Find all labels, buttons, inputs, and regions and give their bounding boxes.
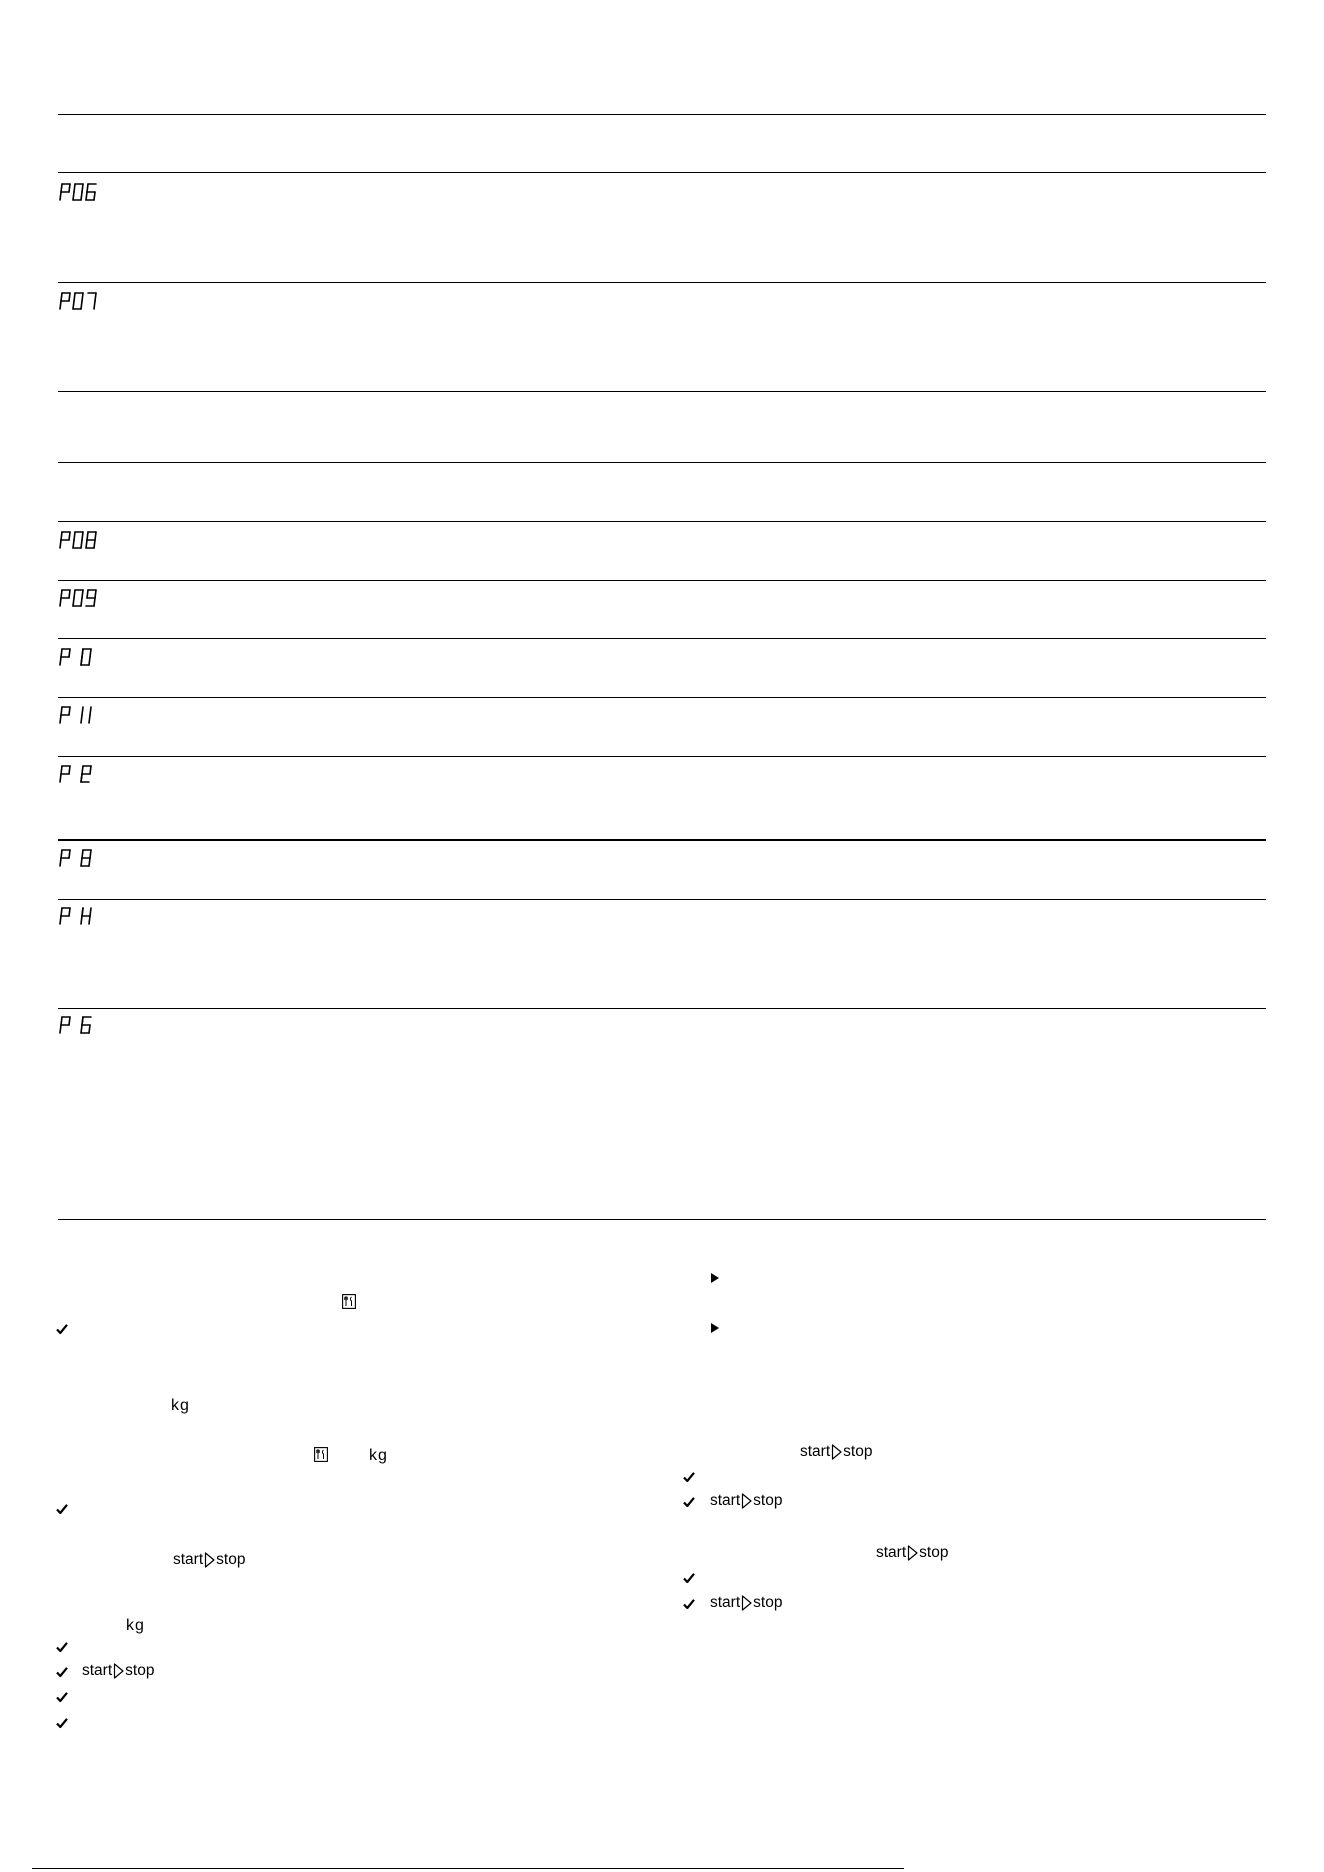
- program-code-svg: [59, 764, 103, 786]
- segment: [82, 707, 83, 715]
- segment: [61, 766, 62, 774]
- segment: [82, 850, 83, 858]
- segment: [89, 715, 90, 723]
- table-rule: [58, 580, 1266, 581]
- segment: [61, 590, 62, 598]
- segment: [61, 1017, 62, 1025]
- check-icon-svg: [56, 1691, 68, 1703]
- table-rule: [58, 1219, 1266, 1220]
- segment: [94, 192, 95, 200]
- segment: [82, 293, 83, 301]
- segment: [82, 590, 83, 598]
- segment: [60, 916, 61, 924]
- check-icon: [56, 1641, 68, 1653]
- program-code-svg: [59, 182, 103, 204]
- segment: [73, 192, 74, 200]
- start-stop-triangle-icon: [741, 1595, 752, 1611]
- start-stop-triangle-icon: [741, 1493, 752, 1509]
- segment: [81, 598, 82, 606]
- check-icon-svg: [56, 1666, 68, 1678]
- table-rule: [58, 638, 1266, 639]
- footer-rule: [32, 1868, 888, 1869]
- table-rule: [58, 839, 1266, 841]
- segment: [69, 293, 70, 301]
- program-code: [59, 182, 99, 204]
- check-icon: [56, 1323, 68, 1335]
- start-stop-triangle-svg: [741, 1595, 752, 1611]
- segment: [87, 532, 88, 540]
- segment: [86, 192, 87, 200]
- table-rule: [58, 521, 1266, 522]
- start-stop-label: start stop: [876, 1544, 949, 1561]
- program-code-svg: [59, 848, 103, 870]
- segment: [74, 184, 75, 192]
- start-stop-triangle-icon: [113, 1663, 124, 1679]
- segment: [73, 598, 74, 606]
- program-code: [59, 530, 99, 552]
- program-code: [59, 764, 99, 786]
- play-arrow-icon: [711, 1320, 719, 1330]
- segment: [82, 532, 83, 540]
- segment: [87, 590, 88, 598]
- table-rule: [58, 697, 1266, 698]
- segment: [81, 301, 82, 309]
- play-arrow-icon-svg: [711, 1323, 719, 1333]
- segment: [61, 707, 62, 715]
- accessories-icon-svg: [342, 1294, 356, 1309]
- segment: [94, 598, 95, 606]
- check-icon-svg: [56, 1641, 68, 1653]
- program-code: [59, 705, 99, 727]
- play-arrow-icon-svg: [711, 1273, 719, 1283]
- segment: [73, 301, 74, 309]
- check-icon: [56, 1503, 68, 1515]
- start-stop-triangle-svg: [113, 1663, 124, 1679]
- accessories-icon-svg: [314, 1447, 328, 1462]
- segment: [81, 192, 82, 200]
- segment: [89, 858, 90, 866]
- check-icon: [683, 1471, 695, 1483]
- segment: [81, 916, 82, 924]
- accessories-icon: [342, 1294, 356, 1309]
- check-icon: [56, 1691, 68, 1703]
- segment: [69, 766, 70, 774]
- program-code: [59, 848, 99, 870]
- segment: [90, 908, 91, 916]
- segment: [81, 715, 82, 723]
- segment: [60, 858, 61, 866]
- table-rule: [58, 172, 1266, 173]
- segment: [61, 293, 62, 301]
- start-stop-triangle-svg: [741, 1493, 752, 1509]
- segment: [81, 858, 82, 866]
- segment: [74, 293, 75, 301]
- segment: [94, 301, 95, 309]
- check-icon-svg: [683, 1572, 695, 1584]
- segment: [82, 908, 83, 916]
- segment: [90, 707, 91, 715]
- segment: [60, 598, 61, 606]
- program-code: [59, 906, 99, 928]
- segment: [90, 649, 91, 657]
- check-icon-svg: [683, 1598, 695, 1610]
- segment: [82, 1017, 83, 1025]
- program-code-svg: [59, 588, 103, 610]
- segment: [82, 184, 83, 192]
- start-stop-label: start stop: [710, 1594, 783, 1611]
- segment: [95, 532, 96, 540]
- check-icon-svg: [683, 1471, 695, 1483]
- segment: [89, 916, 90, 924]
- check-icon: [56, 1717, 68, 1729]
- program-code-svg: [59, 530, 103, 552]
- segment: [61, 184, 62, 192]
- program-code-svg: [59, 906, 103, 928]
- weight-unit: kg: [369, 1447, 388, 1464]
- program-code-svg: [59, 647, 103, 669]
- table-rule: [58, 114, 1266, 115]
- segment: [69, 850, 70, 858]
- segment: [81, 774, 82, 782]
- table-rule: [58, 282, 1266, 283]
- segment: [81, 540, 82, 548]
- segment: [74, 590, 75, 598]
- segment: [81, 657, 82, 665]
- segment: [73, 540, 74, 548]
- start-stop-triangle-svg: [831, 1444, 842, 1460]
- program-code-svg: [59, 1015, 103, 1037]
- segment: [89, 657, 90, 665]
- check-icon-svg: [56, 1717, 68, 1729]
- footer-rule: [888, 1868, 904, 1869]
- program-code: [59, 647, 99, 669]
- segment: [87, 184, 88, 192]
- segment: [60, 301, 61, 309]
- segment: [90, 766, 91, 774]
- segment: [94, 540, 95, 548]
- check-icon: [683, 1496, 695, 1508]
- start-stop-triangle-icon: [831, 1444, 842, 1460]
- segment: [69, 184, 70, 192]
- segment: [69, 908, 70, 916]
- segment: [60, 192, 61, 200]
- check-icon-svg: [56, 1323, 68, 1335]
- segment: [60, 657, 61, 665]
- table-rule: [58, 462, 1266, 463]
- segment: [69, 707, 70, 715]
- check-icon: [683, 1572, 695, 1584]
- check-icon-svg: [683, 1496, 695, 1508]
- table-rule: [58, 391, 1266, 392]
- start-stop-triangle-icon: [204, 1552, 215, 1568]
- segment: [60, 1025, 61, 1033]
- table-rule: [58, 1008, 1266, 1009]
- program-code: [59, 588, 99, 610]
- check-icon: [683, 1598, 695, 1610]
- program-code-svg: [59, 291, 103, 313]
- program-code-svg: [59, 705, 103, 727]
- segment: [60, 540, 61, 548]
- start-stop-label: start stop: [82, 1662, 155, 1679]
- segment: [69, 590, 70, 598]
- start-stop-triangle-icon: [907, 1545, 918, 1561]
- segment: [61, 649, 62, 657]
- start-stop-triangle-svg: [907, 1545, 918, 1561]
- weight-unit: kg: [171, 1397, 190, 1414]
- segment: [74, 532, 75, 540]
- segment: [69, 1017, 70, 1025]
- table-rule: [58, 899, 1266, 900]
- segment: [61, 908, 62, 916]
- segment: [89, 1025, 90, 1033]
- start-stop-label: start stop: [710, 1492, 783, 1509]
- segment: [61, 532, 62, 540]
- program-code: [59, 291, 99, 313]
- table-rule: [58, 756, 1266, 757]
- segment: [82, 649, 83, 657]
- segment: [90, 850, 91, 858]
- segment: [81, 1025, 82, 1033]
- check-icon: [56, 1666, 68, 1678]
- accessories-icon: [314, 1447, 328, 1462]
- start-stop-triangle-svg: [204, 1552, 215, 1568]
- start-stop-label: start stop: [800, 1443, 873, 1460]
- program-code: [59, 1015, 99, 1037]
- segment: [69, 649, 70, 657]
- segment: [82, 766, 83, 774]
- segment: [95, 293, 96, 301]
- segment: [95, 590, 96, 598]
- start-stop-label: start stop: [173, 1551, 246, 1568]
- segment: [61, 850, 62, 858]
- segment: [86, 540, 87, 548]
- play-arrow-icon: [711, 1270, 719, 1280]
- segment: [69, 532, 70, 540]
- check-icon-svg: [56, 1503, 68, 1515]
- weight-unit: kg: [126, 1617, 145, 1634]
- segment: [60, 774, 61, 782]
- segment: [60, 715, 61, 723]
